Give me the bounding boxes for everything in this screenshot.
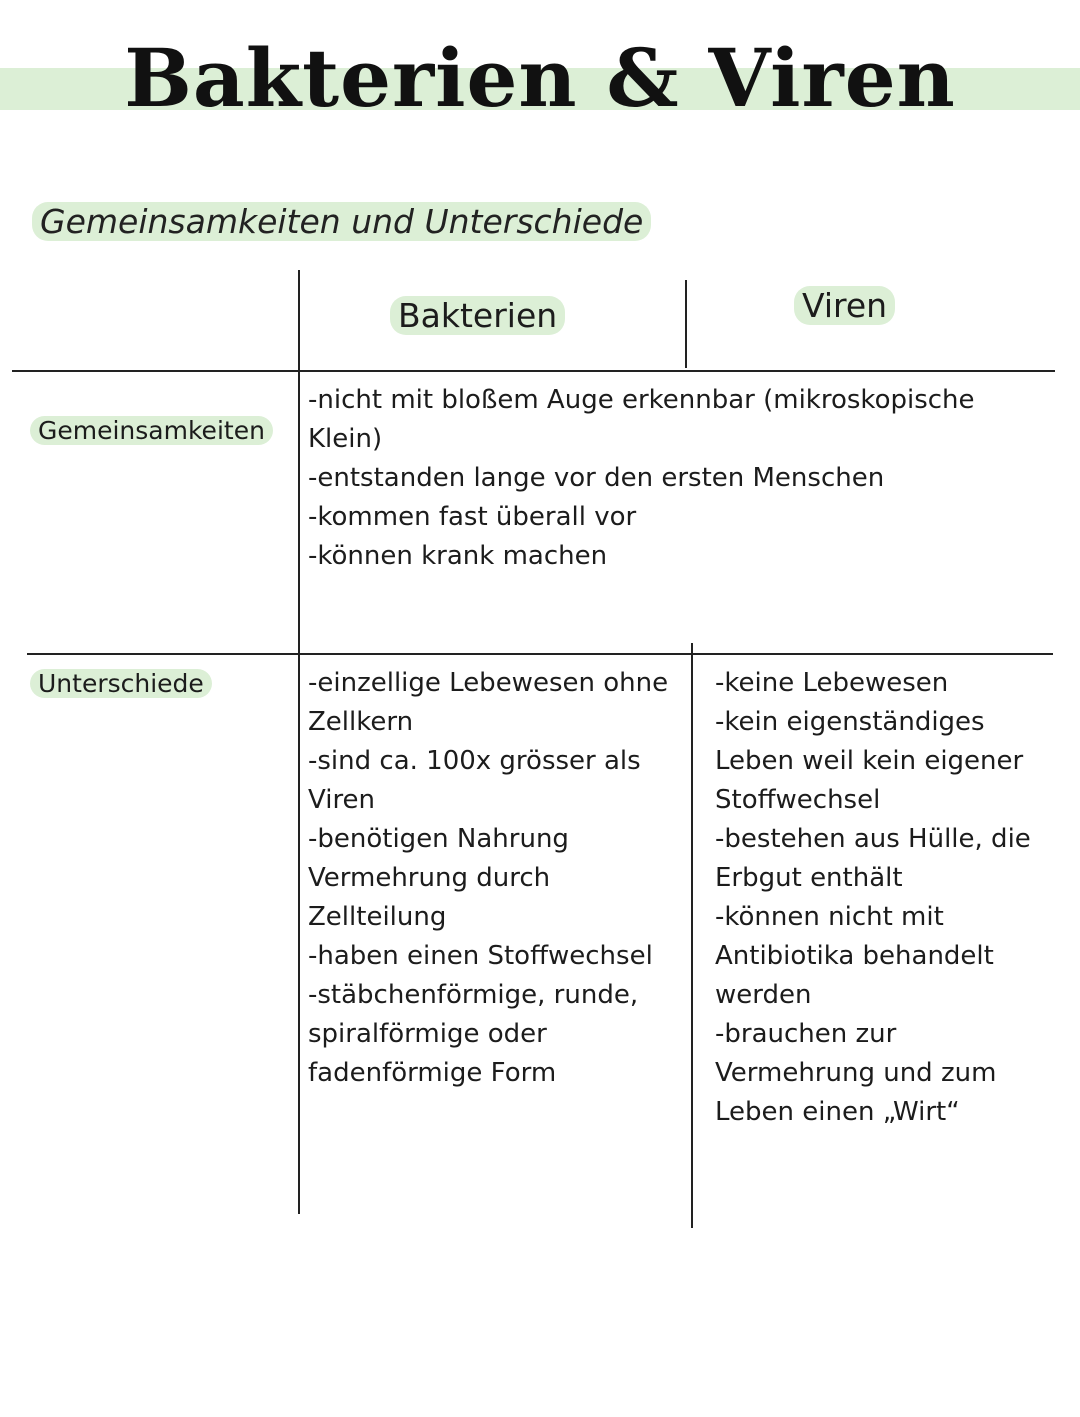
list-item: -keine Lebewesen [715, 668, 949, 698]
row-header-gemeinsamkeiten-label: Gemeinsamkeiten [30, 416, 273, 445]
cell-unterschiede-viren [715, 664, 1050, 1132]
row-header-gemeinsamkeiten [30, 414, 273, 448]
list-item: -können krank machen [308, 541, 608, 571]
column-header-bakterien [390, 294, 565, 338]
list-item: -stäbchenförmige, runde, spiralförmige oder fadenförmige Form [308, 980, 639, 1088]
list-item: -nicht mit bloßem Auge erkennbar (mikroskopische Klein) [308, 385, 975, 454]
grid-line-header-divider [685, 280, 687, 368]
row-header-unterschiede [30, 667, 212, 701]
cell-gemeinsamkeiten [308, 381, 998, 576]
grid-line-label-column [298, 270, 300, 1214]
column-header-viren-label: Viren [794, 286, 895, 325]
list-item: -brauchen zur Vermehrung und zum Leben einen „Wirt“ [715, 1019, 997, 1127]
grid-line-header-bottom [12, 370, 1055, 372]
grid-line-differences-divider [691, 643, 693, 1228]
column-header-viren [794, 284, 895, 328]
list-item: -einzellige Lebewesen ohne Zellkern [308, 668, 669, 737]
list-item: -bestehen aus Hülle, die Erbgut enthält [715, 824, 1031, 893]
grid-line-row-divider [27, 653, 1053, 655]
list-item: -benötigen Nahrung Vermehrung durch Zellteilung [308, 824, 569, 932]
column-header-bakterien-label: Bakterien [390, 296, 565, 335]
section-subtitle [32, 200, 651, 244]
list-item: -entstanden lange vor den ersten Menschen [308, 463, 885, 493]
subtitle-text: Gemeinsamkeiten und Unterschiede [32, 202, 651, 241]
list-item: -können nicht mit Antibiotika behandelt werden [715, 902, 994, 1010]
cell-unterschiede-bakterien [308, 664, 678, 1093]
list-item: -kein eigenständiges Leben weil kein eigener Stoffwechsel [715, 707, 1024, 815]
list-item: -haben einen Stoffwechsel [308, 941, 653, 971]
page-title: Bakterien & Viren [124, 31, 956, 125]
list-item: -sind ca. 100x grösser als Viren [308, 746, 641, 815]
row-header-unterschiede-label: Unterschiede [30, 669, 212, 698]
list-item: -kommen fast überall vor [308, 502, 637, 532]
